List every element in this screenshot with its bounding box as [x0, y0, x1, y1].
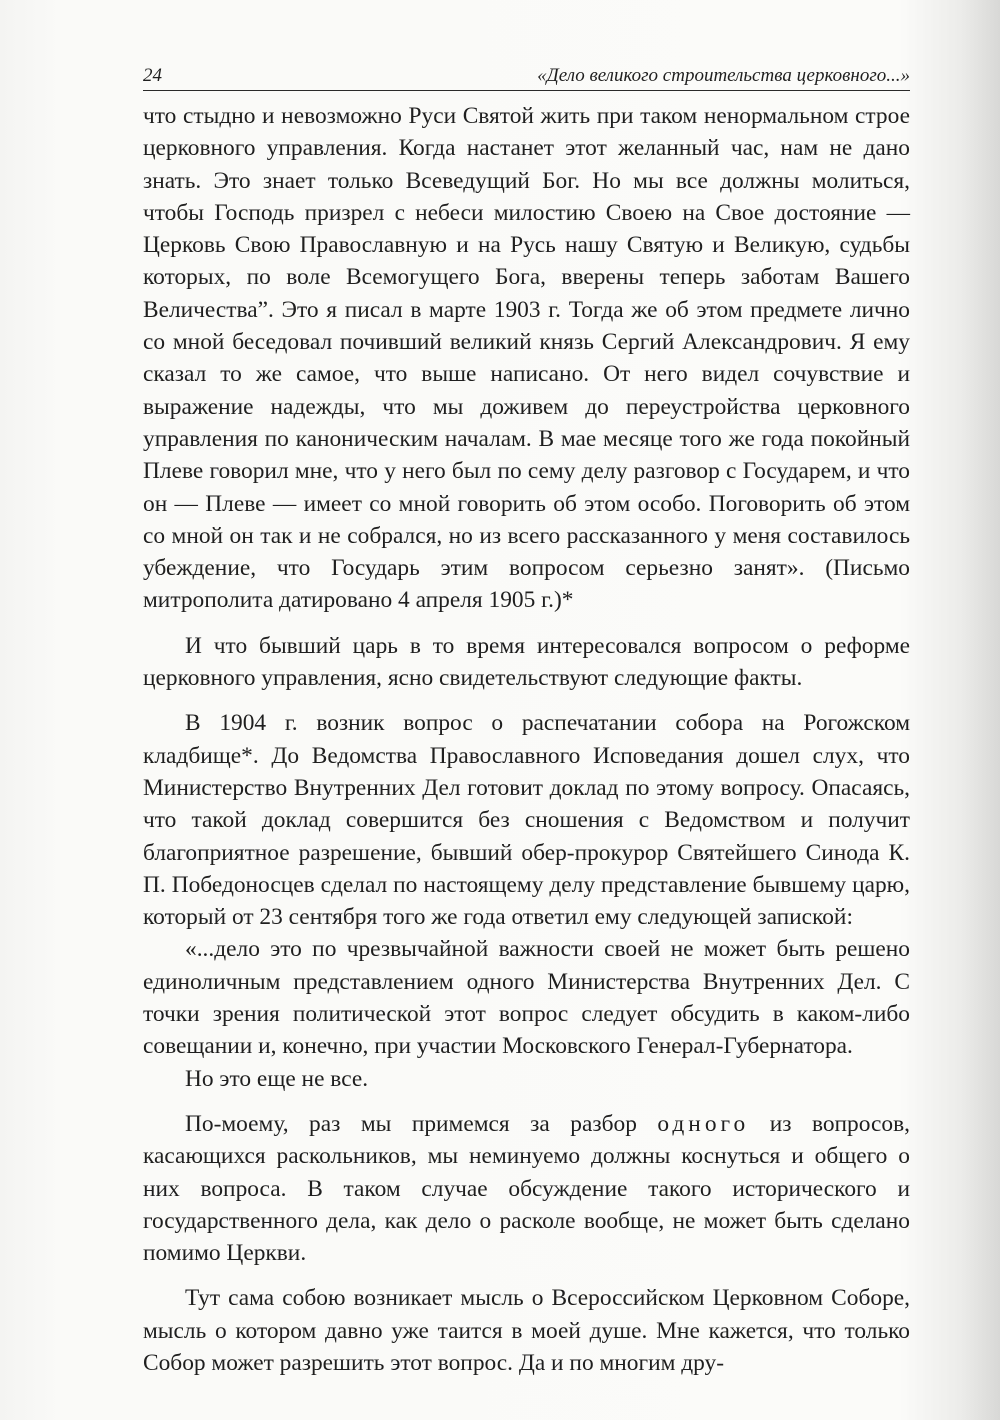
paragraph-schismatics [143, 1108, 910, 1269]
paragraph-not-all: Но это еще не все. [185, 1065, 369, 1092]
running-header [143, 62, 910, 91]
paragraph-letter-continuation: что стыдно и невозможно Руси Святой жить при таком ненормальном строе церковного управления. Когда настанет этот желанный час, нам не дано знать. Это знает только Всеведущий Бог. Но мы все должны молиться, чтобы Господь призрел с небеси милостию Своею на Свое достояние — Церковь Свою Православную и на Русь нашу Святую и Великую, судьбы которых, по воле Всемогущего Бога, вверены теперь заботам Вашего Величества”. Это я писал в марте 1903 г. Тогда же об этом предмете лично со мной беседовал почивший великий князь Сергий Александрович. Я ему сказал то же самое, что выше написано. От него видел сочувствие и выражение надежды, что мы доживем до переустройства церковного управления по каноническим началам. В мае месяце того же года покойный Плеве говорил мне, что у него был по сему делу разговор с Государем, и что он — Плеве — имеет со мной говорить об этом особо. Поговорить об этом со мной он так и не собрался, но из всего рассказанного у меня составилось убеждение, что Государь этим вопросом серьезно занят». (Письмо митрополита датировано 4 апреля 1905 г.)* [143, 103, 910, 614]
emphasis-one: одного [657, 1110, 750, 1137]
paragraph-council-idea: Тут сама собою возникает мысль о Всероссийском Церковном Соборе, мысль о котором давно уже таится в моей душе. Мне кажется, что только Собор может разрешить этот вопрос. Да и по многим дру- [143, 1285, 910, 1376]
paragraph-rogozhsky-cemetery: В 1904 г. возник вопрос о распечатании собора на Рогожском кладбище*. До Ведомства Православного Исповедания дошел слух, что Министерство Внутренних Дел готовит доклад по этому вопросу. Опасаясь, что такой доклад совершится без сношения с Ведомством и получит благоприятное разрешение, бывший обер-прокурор Святейшего Синода К. П. Победоносцев сделал по настоящему делу представление бывшему царю, который от 23 сентября того же года ответил ему следующей запиской: [143, 710, 910, 931]
schismatics-text-end: из вопросов, касающихся раскольников, мы неминуемо должны коснуться и общего о них вопроса. В таком случае обсуждение такого исторического и государственного дела, как дело о расколе вообще, не может быть сделано помимо Церкви. [143, 1110, 910, 1267]
body-text [143, 100, 910, 1379]
paragraph-tsar-interest: И что бывший царь в то время интересовался вопросом о реформе церковного управления, ясно свидетельствуют следующие факты. [143, 632, 910, 692]
schismatics-text-start: По-моему, раз мы примемся за разбор [185, 1110, 658, 1137]
running-title: «Дело великого строительства церковного...» [537, 65, 910, 86]
page-number: 24 [143, 65, 162, 86]
paragraph-tsar-note-quote: «...дело это по чрезвычайной важности своей не может быть решено единоличным представлением одного Министерства Внутренних Дел. С точки зрения политической этот вопрос следует обсудить в каком-либо совещании и, конечно, при участии Московского Генерал-Губернатора. [143, 936, 910, 1060]
